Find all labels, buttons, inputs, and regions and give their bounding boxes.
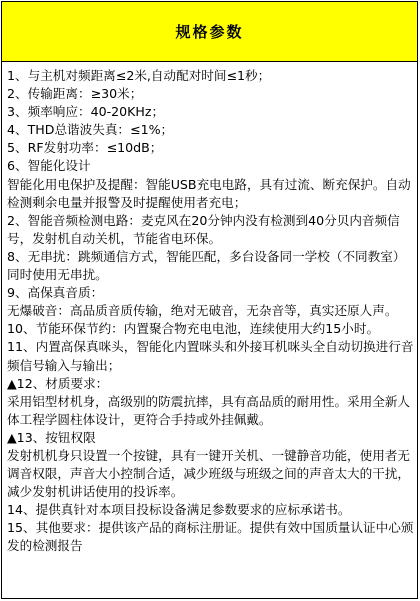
- spec-line: 2、智能音频检测电路：麦克风在20分钟内没有检测到40分贝内音频信号，发射机自动关机，节能省电环保。: [7, 212, 400, 246]
- spec-table: [1, 1, 418, 599]
- spec-line: 8、无串扰：跳频通信方式，智能匹配，多台设备同一学校（不同教室）同时使用无串扰。: [7, 248, 406, 283]
- spec-line: 14、提供真针对本项目投标设备满足参数要求的应标承诺书。: [7, 502, 351, 518]
- table-header: [2, 2, 417, 62]
- spec-line: 采用铝型材机身，高级别的防震抗摔，具有高品质的耐用性。采用全新人体工程学圆柱体设计，更符合手持或外挂佩戴。: [7, 393, 410, 427]
- spec-line: ▲13、按钮权限: [7, 429, 96, 445]
- spec-line: 1、与主机对频距离≤2米,自动配对时间≤1秒；: [7, 68, 271, 83]
- spec-line: 6、智能化设计: [7, 158, 91, 174]
- spec-line: 智能化用电保护及提醒：智能USB充电电路，具有过流、断充保护。自动检测剩余电量并报警及时提醒使用者充电；: [7, 176, 411, 210]
- spec-line: 5、RF发射功率：≤10dB；: [7, 140, 163, 156]
- spec-line: 2、传输距离：≥30米；: [7, 86, 143, 102]
- spec-line: 10、节能环保节约：内置聚合物充电电池，连续使用大约15小时。: [7, 321, 380, 337]
- spec-line: 11、内置高保真咪头，智能化内置咪头和外接耳机咪头全自动切换进行音频信号输入与输出；: [7, 339, 414, 373]
- spec-line: 4、THD总谐波失真：≤1%；: [7, 122, 174, 138]
- spec-line: 9、高保真音质：: [7, 285, 104, 301]
- spec-content: [2, 62, 417, 556]
- page-title: 规格参数: [175, 23, 244, 41]
- spec-line: 15、其他要求：提供该产品的商标注册证。提供有效中国质量认证中心颁发的检测报告: [7, 520, 414, 554]
- spec-line: 无爆破音：高品质音质传输，绝对无破音，无杂音等，真实还原人声。: [7, 303, 398, 319]
- spec-line: 3、频率响应：40-20KHz；: [7, 104, 165, 120]
- spec-line: 发射机机身只设置一个按键，具有一键开关机、一键静音功能，使用者无调音权限，声音大小控制合适，减少班级与班级之间的声音太大的干扰，减少发射机讲话使用的投诉率。: [7, 447, 410, 500]
- spec-line: ▲12、材质要求：: [7, 375, 109, 391]
